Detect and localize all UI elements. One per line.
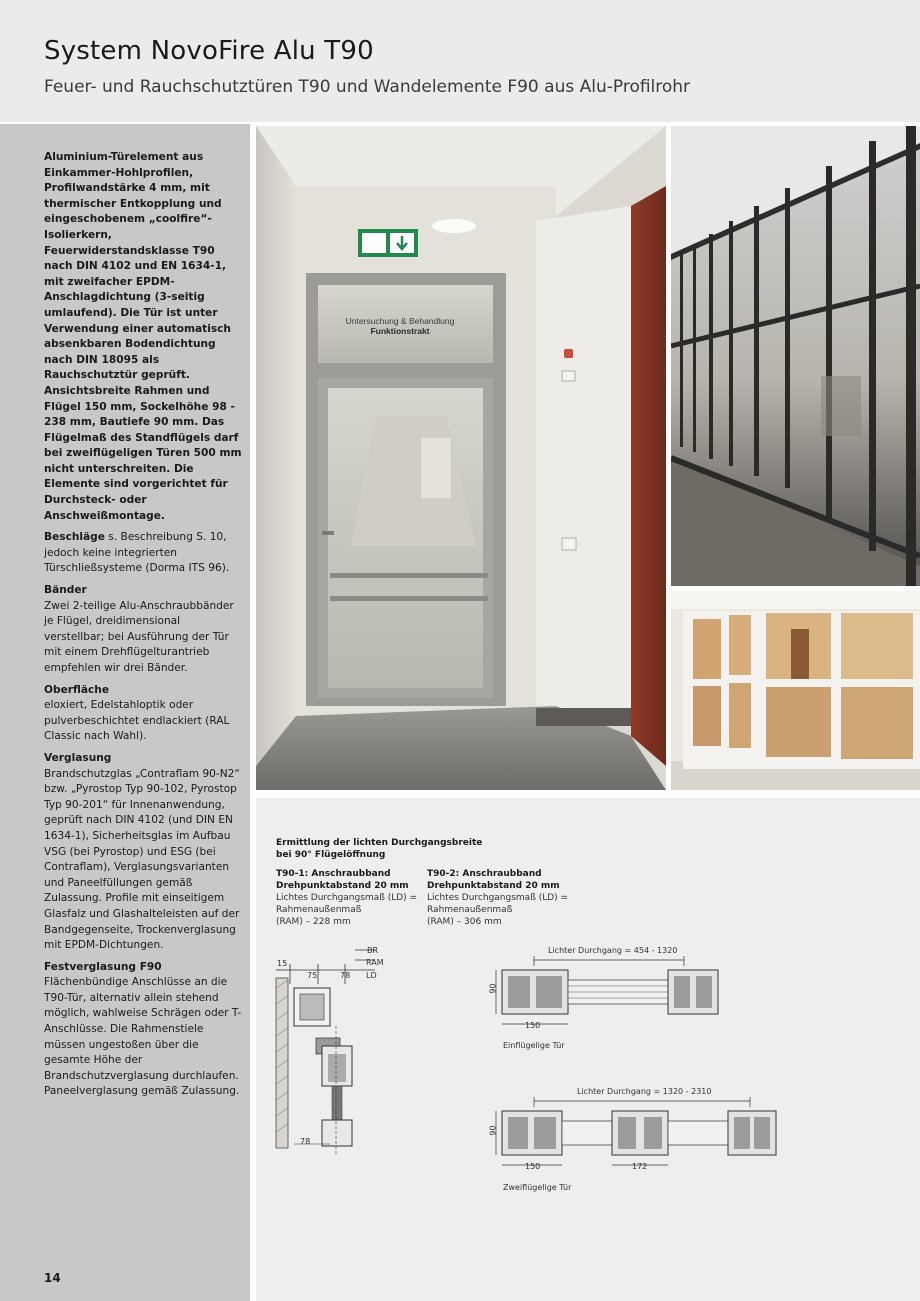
single-leaf-drawing (488, 956, 728, 1036)
lichter-durchgang-2: Lichter Durchgang = 1320 - 2310 (577, 1087, 712, 1096)
t90-1-heading-1: T90-1: Anschraubband (276, 869, 391, 879)
door-photo (256, 126, 666, 790)
dim-90b-label: 90 (488, 1125, 498, 1136)
t90-1-text-1: Lichtes Durchgangsmaß (LD) = (276, 893, 418, 903)
transom-sign-line2: Funktionstrakt (370, 326, 430, 336)
beschlaege-label: Beschläge (44, 531, 105, 544)
dim-78b-label: 78 (300, 1137, 311, 1146)
page-subtitle: Feuer- und Rauchschutztüren T90 und Wandelemente F90 aus Alu-Profilrohr (44, 77, 691, 97)
dim-15-label: 15 (277, 959, 288, 968)
t90-1-description (276, 868, 426, 928)
beschlaege-paragraph (44, 530, 242, 577)
dim-78-label: 78 (340, 971, 351, 980)
festverglasung-heading: Festverglasung F90 (44, 960, 162, 973)
lichter-durchgang-1: Lichter Durchgang = 454 - 1320 (548, 946, 678, 955)
t90-2-text-1: Lichtes Durchgangsmaß (LD) = (427, 893, 569, 903)
diagram-title-line1: Ermittlung der lichten Durchgangsbreite (276, 838, 483, 848)
diagram-title-line2: bei 90° Flügelöffnung (276, 850, 386, 860)
verglasung-text: Brandschutzglas „Contraflam 90-N2“ bzw. „Pyrostop Typ 90-102, Pyrostop Typ 90-201“ für Innenanwendung, geprüft nach DIN 4102 (und DIN EN 1634-1), Sicherheitsglas im Aufbau VSG (bei Pyrostop) und ESG (bei Contraflam), Verglasungsvarianten und Paneelfüllungen gemäß Zulassung. Profile mit einseitigem Glasfalz und Glashalteleisten auf der Bandgegenseite, Trockenverglasung mit EPDM-Dichtungen. (44, 767, 240, 952)
caption-single-leaf: Einflügelige Tür (503, 1041, 565, 1050)
sidebar-text (44, 150, 242, 1106)
baender-text: Zwei 2-teilige Alu-Anschraubbänder je Flügel, dreidimensional verstellbar; bei Ausführung der Tür mit einem Drehflügelturantrieb empfehlen wir drei Bänder. (44, 599, 234, 674)
page-number: 14 (44, 1271, 61, 1285)
t90-2-heading-1: T90-2: Anschraubband (427, 869, 542, 879)
t90-2-description (427, 868, 577, 928)
dim-150a-label: 150 (525, 1021, 541, 1030)
t90-1-text-3: (RAM) – 228 mm (276, 917, 351, 927)
dim-ld-label: LD (366, 971, 377, 980)
dim-150b-label: 150 (525, 1162, 541, 1171)
intro-paragraph: Aluminium-Türelement aus Einkammer-Hohlprofilen, Profilwandstärke 4 mm, mit thermischer Entkopplung und eingeschobenem „coolfire“-Isolierkern, Feuerwiderstandsklasse T90 nach DIN 4102 und EN 1634-1, mit zweifacher EPDM-Anschlagdichtung (3-seitig umlaufend). Die Tür ist unter Verwendung einer automatisch absenkbaren Bodendichtung nach DIN 18095 als Rauchschutztür geprüft. Ansichtsbreite Rahmen und Flügel 150 mm, Sockelhöhe 98 - 238 mm, Bautiefe 90 mm. Das Flügelmaß des Standflügels darf bei zweiflügeligen Türen 500 mm nicht unterschreiten. Die Elemente sind vorgerichtet für Durchsteck- oder Anschweißmontage. (44, 151, 242, 522)
oberflaeche-section (44, 683, 242, 745)
dim-90a-label: 90 (488, 983, 498, 994)
t90-1-heading-2: Drehpunktabstand 20 mm (276, 881, 409, 891)
diagram-title (276, 837, 536, 861)
festverglasung-section (44, 960, 242, 1100)
t90-2-heading-2: Drehpunktabstand 20 mm (427, 881, 560, 891)
dim-172-label: 172 (632, 1162, 648, 1171)
glass-wall-photo (671, 126, 920, 586)
oberflaeche-text: eloxiert, Edelstahloptik oder pulverbeschichtet endlackiert (RAL Classic nach Wahl). (44, 699, 230, 743)
glass-wall-illustration (671, 126, 920, 586)
page-title: System NovoFire Alu T90 (44, 36, 374, 66)
t90-1-text-2: Rahmenaußenmaß (276, 905, 362, 915)
verglasung-heading: Verglasung (44, 751, 112, 764)
dim-ram-label: RAM (366, 958, 384, 967)
baender-section (44, 583, 242, 677)
baender-heading: Bänder (44, 584, 87, 597)
beschlaege-text: s. Beschreibung S. 10, jedoch keine integrierten Türschließsysteme (Dorma ITS 96). (44, 531, 230, 575)
t90-2-text-2: Rahmenaußenmaß (427, 905, 513, 915)
t90-2-text-3: (RAM) – 306 mm (427, 917, 502, 927)
door-photo-illustration (256, 126, 666, 790)
dim-br-label: BR (367, 946, 379, 955)
festverglasung-text: Flächenbündige Anschlüsse an die T90-Tür, alternativ allein stehend möglich, wahlweise Schrägen oder T-Anschlüsse. Die Rahmenstiele müssen ungestoßen über die gesamte Höhe der Brandschutzverglasung durchlaufen. Paneelverglasung gemäß Zulassung. (44, 976, 242, 1098)
oberflaeche-heading: Oberfläche (44, 683, 110, 696)
transom-sign-line1: Untersuchung & Behandlung (345, 316, 455, 326)
verglasung-section (44, 751, 242, 954)
dim-75-label: 75 (307, 971, 318, 980)
partition-illustration (671, 591, 920, 790)
caption-double-leaf: Zweiflügelige Tür (503, 1183, 572, 1192)
partition-photo (671, 591, 920, 790)
